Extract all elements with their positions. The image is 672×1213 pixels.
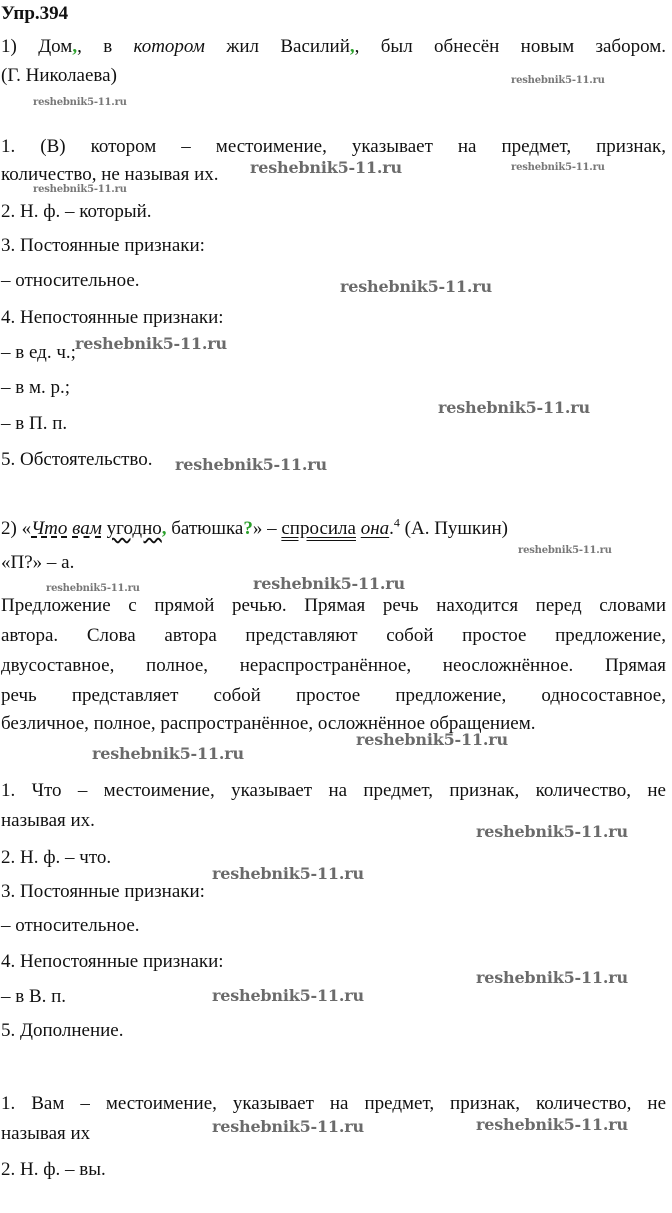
q-source: (А. Пушкин) bbox=[399, 518, 508, 539]
s1-part-d: жил Василий bbox=[204, 36, 350, 57]
s1-part-a: 1) Дом bbox=[1, 36, 73, 57]
sentence-1-line-1 bbox=[1, 35, 666, 59]
comma-mark-2: , bbox=[349, 36, 355, 57]
q-word-vam: вам bbox=[72, 518, 102, 539]
q-close: » – bbox=[252, 518, 282, 539]
comma-mark-1: , bbox=[72, 36, 78, 57]
watermark: reshebnik5-11.ru bbox=[212, 986, 364, 1005]
s2-desc-4: речь представляет собой простое предложение, односоставное, bbox=[1, 685, 666, 706]
s2-a3a: – относительное. bbox=[1, 915, 140, 936]
s2-b2: 2. Н. ф. – вы. bbox=[1, 1159, 106, 1180]
q-footnote: 4 bbox=[393, 515, 400, 530]
q-question-mark: ? bbox=[243, 518, 253, 539]
watermark: reshebnik5-11.ru bbox=[476, 968, 628, 987]
watermark: reshebnik5-11.ru bbox=[253, 574, 405, 593]
q-word-batyushka: батюшка bbox=[166, 518, 244, 539]
watermark: reshebnik5-11.ru bbox=[518, 545, 612, 556]
s1-part-e: , был обнесён новым забором. bbox=[354, 36, 666, 57]
watermark: reshebnik5-11.ru bbox=[438, 398, 590, 417]
s2-a1b: называя их. bbox=[1, 810, 95, 831]
sentence-2-quote bbox=[1, 517, 666, 541]
q-dot: . bbox=[389, 518, 394, 539]
s2-desc-3: двусоставное, полное, нераспространённое, неосложнённое. Прямая bbox=[1, 655, 666, 676]
q-word-sprosila: спросила bbox=[281, 518, 356, 539]
q-comma: , bbox=[161, 518, 167, 539]
watermark: reshebnik5-11.ru bbox=[33, 184, 127, 195]
s1-part-c: котором bbox=[133, 36, 205, 57]
s1-analysis-1a: 1. (В) котором – местоимение, указывает на предмет, признак, bbox=[1, 136, 666, 157]
q-word-chto: Что bbox=[31, 518, 68, 539]
s1-analysis-2: 2. Н. ф. – который. bbox=[1, 201, 152, 222]
watermark: reshebnik5-11.ru bbox=[46, 583, 140, 594]
s2-a4: 4. Непостоянные признаки: bbox=[1, 951, 224, 972]
watermark: reshebnik5-11.ru bbox=[511, 162, 605, 173]
watermark: reshebnik5-11.ru bbox=[250, 158, 402, 177]
watermark: reshebnik5-11.ru bbox=[511, 75, 605, 86]
s1-analysis-1b: количество, не называя их. bbox=[1, 164, 219, 185]
sentence-1-source: (Г. Николаева) bbox=[1, 65, 117, 86]
s1-part-b: , в bbox=[77, 36, 134, 57]
watermark: reshebnik5-11.ru bbox=[75, 334, 227, 353]
watermark: reshebnik5-11.ru bbox=[356, 730, 508, 749]
watermark: reshebnik5-11.ru bbox=[212, 1117, 364, 1136]
watermark: reshebnik5-11.ru bbox=[340, 277, 492, 296]
s2-a1a: 1. Что – местоимение, указывает на предмет, признак, количество, не bbox=[1, 780, 666, 801]
s2-desc-2: автора. Слова автора представляют собой простое предложение, bbox=[1, 625, 666, 646]
s1-analysis-4: 4. Непостоянные признаки: bbox=[1, 307, 224, 328]
s1-analysis-3a: – относительное. bbox=[1, 270, 140, 291]
s2-a4a: – в В. п. bbox=[1, 986, 67, 1007]
s1-analysis-3: 3. Постоянные признаки: bbox=[1, 235, 205, 256]
s2-desc-5: безличное, полное, распространённое, осложнённое обращением. bbox=[1, 713, 536, 734]
s2-b1a: 1. Вам – местоимение, указывает на предмет, признак, количество, не bbox=[1, 1093, 666, 1114]
watermark: reshebnik5-11.ru bbox=[476, 822, 628, 841]
sentence-2-scheme: «П?» – а. bbox=[1, 552, 75, 573]
watermark: reshebnik5-11.ru bbox=[92, 744, 244, 763]
s1-analysis-4a: – в ед. ч.; bbox=[1, 342, 76, 363]
watermark: reshebnik5-11.ru bbox=[476, 1115, 628, 1134]
s1-analysis-4b: – в м. р.; bbox=[1, 377, 71, 398]
s2-desc-1: Предложение с прямой речью. Прямая речь находится перед словами bbox=[1, 595, 666, 616]
q-open: 2) « bbox=[1, 518, 32, 539]
s2-a5: 5. Дополнение. bbox=[1, 1020, 124, 1041]
s1-analysis-5: 5. Обстоятельство. bbox=[1, 449, 153, 470]
s2-b1b: называя их bbox=[1, 1123, 91, 1144]
q-word-ugodno: угодно bbox=[106, 518, 162, 539]
s2-a3: 3. Постоянные признаки: bbox=[1, 881, 205, 902]
s2-a2: 2. Н. ф. – что. bbox=[1, 847, 112, 868]
watermark: reshebnik5-11.ru bbox=[175, 455, 327, 474]
s1-analysis-4c: – в П. п. bbox=[1, 413, 68, 434]
exercise-title: Упр.394 bbox=[1, 3, 69, 24]
watermark: reshebnik5-11.ru bbox=[212, 864, 364, 883]
q-word-ona: она bbox=[360, 518, 390, 539]
watermark: reshebnik5-11.ru bbox=[33, 97, 127, 108]
